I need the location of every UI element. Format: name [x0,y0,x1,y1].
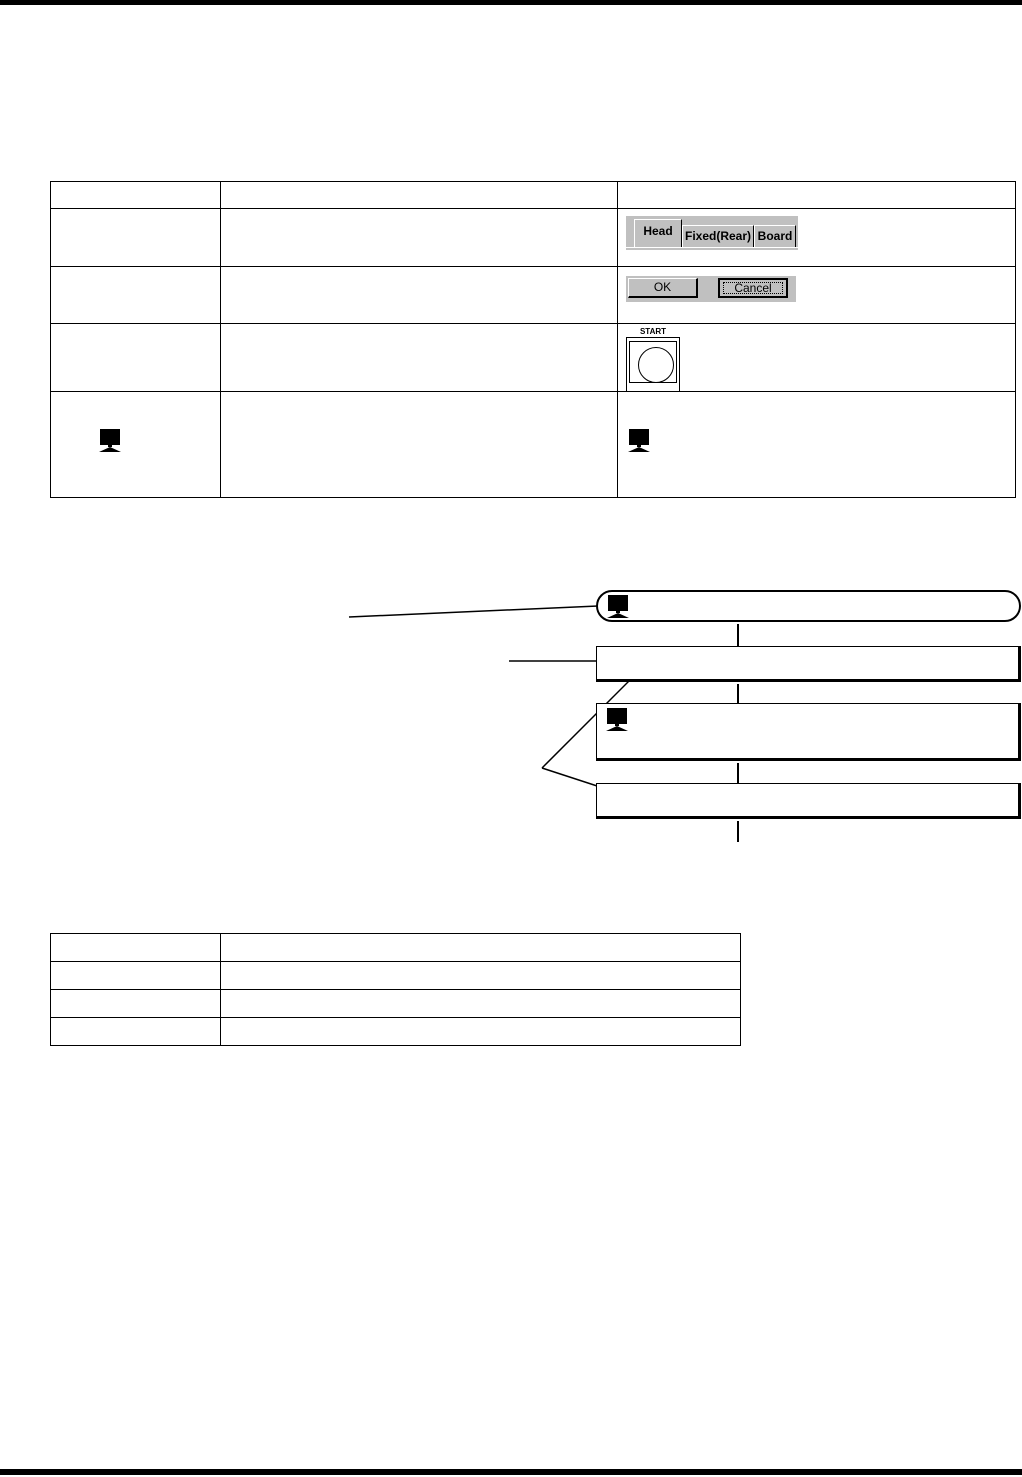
monitor-icon [606,595,630,619]
cancel-button-label: Cancel [734,281,772,295]
ok-button[interactable]: OK [628,278,698,298]
table-row [51,990,741,1018]
flow-step-2 [596,703,1021,761]
flow-step-1 [596,646,1021,682]
bottom-rule [0,1469,1022,1475]
tab-fixed-rear[interactable]: Fixed(Rear) [682,225,754,247]
tab-board[interactable]: Board [754,225,796,247]
table-row [51,1018,741,1046]
monitor-icon [605,708,629,732]
flow-start-pill [596,590,1021,622]
start-label: START [639,327,667,336]
flow-step-3 [596,783,1021,819]
tab-head[interactable]: Head [634,219,682,247]
flow-connector [737,763,739,783]
flow-connector [737,624,739,646]
table-row [51,934,741,962]
table-row [51,962,741,990]
summary-table [50,933,741,1046]
flow-connector [737,821,739,842]
flow-connector [737,684,739,703]
